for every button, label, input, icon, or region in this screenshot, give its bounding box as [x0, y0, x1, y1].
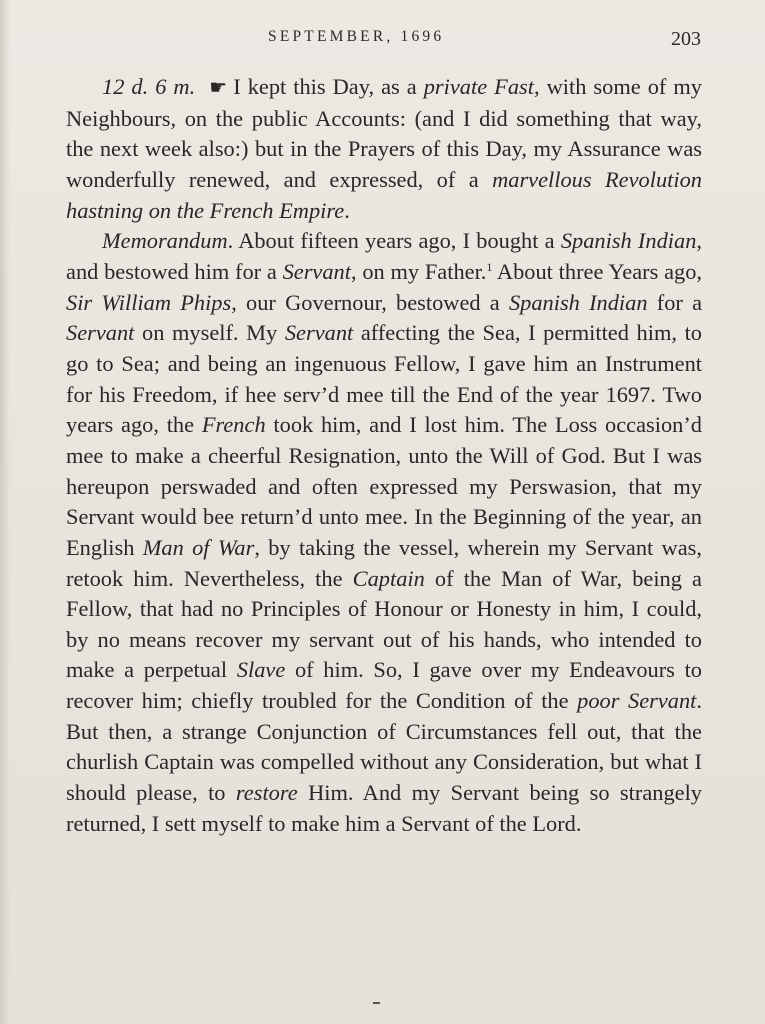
- entry-date: 12 d. 6 m.: [102, 74, 196, 99]
- footnote-marker: 1: [486, 259, 493, 274]
- italic-phrase: Servant: [66, 320, 135, 346]
- body-text: [66, 72, 702, 839]
- italic-phrase: Captain: [352, 565, 425, 591]
- pointing-hand-icon: ☛: [209, 77, 227, 99]
- text-run: About three Years ago,: [492, 258, 702, 284]
- text-run: I kept this Day, as a: [233, 74, 424, 99]
- italic-phrase: Servant: [284, 320, 354, 346]
- text-run: took him, and I lost him. The Loss occasion’d mee to make a cheerful Resignation, unto the Will of God. But I was hereupon perswaded and often expressed my Perswasion, that my Servant would bee return’d unto mee. In the Beginning of the year, an English: [66, 412, 702, 560]
- text-run: .: [344, 197, 350, 223]
- italic-phrase: French: [201, 412, 266, 438]
- gutter-shadow: [0, 0, 10, 1024]
- text-run: affecting the Sea, I permitted him, to go to Sea; and being an ingenuous Fellow, I gave him an Instrument for his Freedom, if hee serv’d mee till the End of the year 1697. Two years ago, the: [66, 320, 702, 438]
- text-run: Him. And my Servant being so strangely returned, I sett myself to make him a Servant of the Lord.: [66, 780, 703, 836]
- italic-phrase: poor Servant: [577, 688, 697, 714]
- italic-phrase: Spanish Indian: [560, 228, 697, 254]
- text-run: for a: [647, 289, 703, 315]
- text-run: , on my Father.: [350, 258, 487, 284]
- memorandum-heading: Memorandum: [102, 228, 228, 254]
- italic-phrase: Spanish Indian: [508, 289, 648, 315]
- text-run: of him. So, I gave over my Endeavours to recover him; chiefly troubled for the Condition of the: [66, 657, 702, 714]
- italic-phrase: restore: [235, 780, 298, 806]
- text-run: of the Man of War, being a Fellow, that had no Principles of Honour or Honesty in him, I could, by no means recover my servant out of his hands, who intended to make a perpetual: [66, 565, 702, 683]
- running-head-title: SEPTEMBER, 1696: [268, 28, 445, 45]
- italic-phrase: marvellous Revolution hastning on the French Empire: [66, 166, 702, 223]
- stray-ink-mark: [373, 1002, 380, 1004]
- entry-paragraph-memorandum: [66, 226, 702, 839]
- text-run: on myself. My: [134, 320, 285, 346]
- running-head: [0, 26, 765, 56]
- italic-phrase: Sir William Phips: [66, 289, 232, 315]
- page-number: 203: [671, 28, 701, 50]
- italic-phrase: Slave: [236, 657, 286, 683]
- text-run: , with some of my Neighbours, on the public Accounts: (and I did something that way, the next week also:) but in the Prayers of this Day, my Assurance was wonderfully renewed, and expressed, of a: [66, 74, 702, 192]
- text-run: . About fifteen years ago, I bought a: [227, 228, 561, 254]
- text-run: . But then, a strange Conjunction of Circumstances fell out, that the churlish Captain was compelled without any Consideration, but what I should please, to: [66, 688, 702, 806]
- entry-paragraph-fast-day: [66, 72, 702, 226]
- italic-phrase: private Fast: [423, 74, 534, 99]
- text-run: , our Governour, bestowed a: [231, 289, 509, 315]
- text-run: , by taking the vessel, wherein my Servant was, retook him. Nevertheless, the: [66, 534, 702, 591]
- text-run: , and bestowed him for a: [66, 228, 702, 284]
- italic-phrase: Man of War: [142, 534, 255, 560]
- italic-phrase: Servant: [282, 258, 351, 284]
